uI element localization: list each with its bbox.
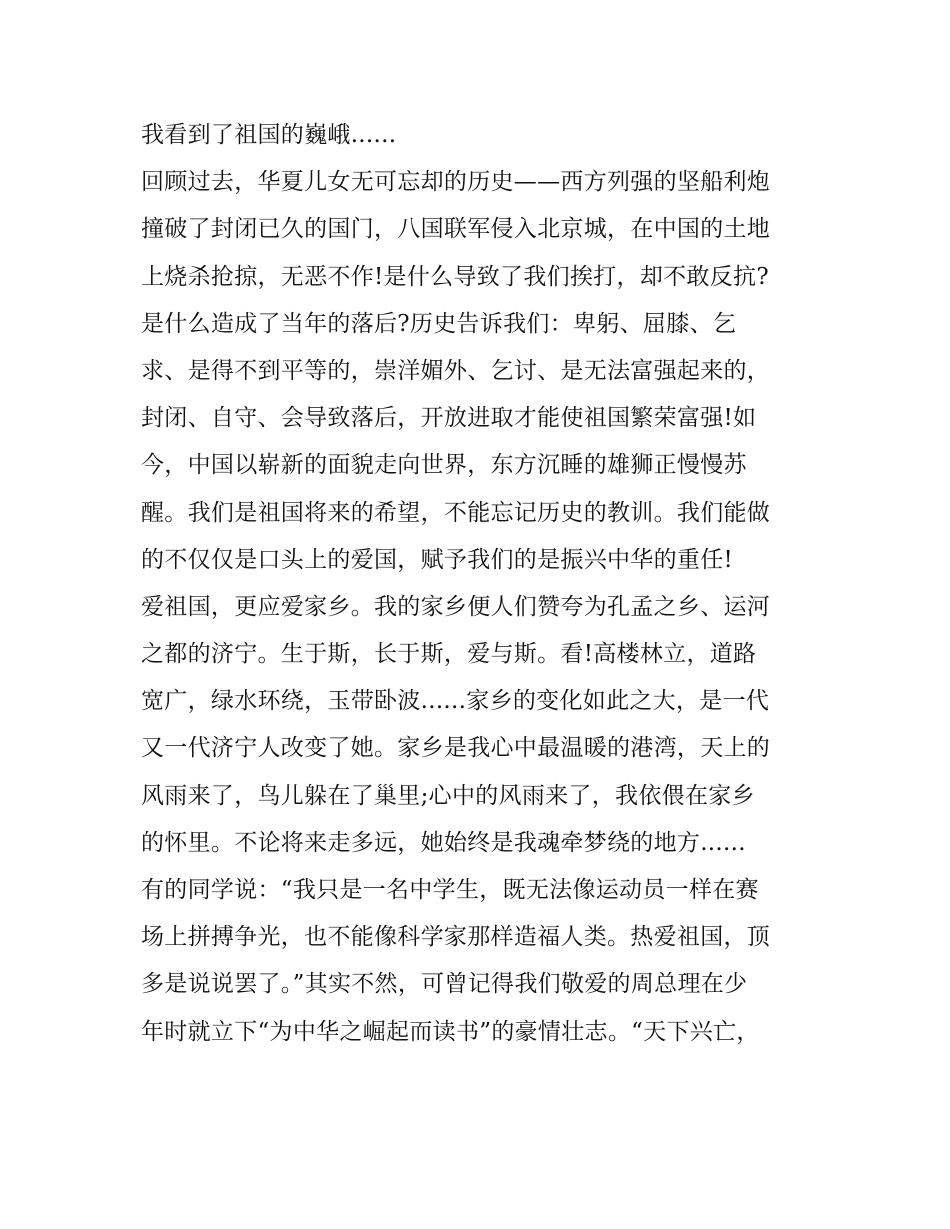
text-line: 我看到了祖国的巍峨...... bbox=[141, 122, 397, 148]
text-line: 场上拼搏争光，也不能像科学家那样造福人类。热爱祖国，顶 bbox=[141, 924, 771, 951]
text-line: 回顾过去，华夏儿女无可忘却的历史——西方列强的坚船利炮 bbox=[141, 169, 771, 196]
text-line: 撞破了封闭已久的国门，八国联军侵入北京城，在中国的土地 bbox=[141, 216, 771, 243]
text-line: 醒。我们是祖国将来的希望，不能忘记历史的教训。我们能做 bbox=[141, 499, 771, 526]
text-line: 宽广，绿水环绕，玉带卧波......家乡的变化如此之大，是一代 bbox=[141, 688, 770, 715]
text-line: 爱祖国，更应爱家乡。我的家乡便人们赞夸为孔孟之乡、运河 bbox=[141, 593, 771, 620]
text-line: 之都的济宁。生于斯，长于斯，爱与斯。看!高楼林立，道路 bbox=[141, 641, 757, 668]
essay-text bbox=[141, 112, 821, 1056]
text-line: 是什么造成了当年的落后?历史告诉我们：卑躬、屈膝、乞 bbox=[141, 310, 737, 337]
text-line: 又一代济宁人改变了她。家乡是我心中最温暖的港湾，天上的 bbox=[141, 735, 771, 762]
text-line: 有的同学说：“我只是一名中学生，既无法像运动员一样在赛 bbox=[141, 877, 759, 903]
text-line: 风雨来了，鸟儿躲在了巢里;心中的风雨来了，我依偎在家乡 bbox=[141, 782, 755, 809]
text-line: 求、是得不到平等的，崇洋媚外、乞讨、是无法富强起来的， bbox=[141, 357, 771, 384]
text-line: 封闭、自守、会导致落后，开放进取才能使祖国繁荣富强!如 bbox=[141, 405, 757, 432]
text-line: 年时就立下“为中华之崛起而读书”的豪情壮志。“天下兴亡， bbox=[141, 1018, 760, 1045]
text-line: 多是说说罢了。”其实不然，可曾记得我们敬爱的周总理在少 bbox=[141, 971, 748, 998]
text-line: 的不仅仅是口头上的爱国，赋予我们的是振兴中华的重任! bbox=[141, 546, 734, 573]
text-line: 上烧杀抢掠，无恶不作!是什么导致了我们挨打，却不敢反抗? bbox=[141, 263, 769, 290]
text-line: 今，中国以崭新的面貌走向世界，东方沉睡的雄狮正慢慢苏 bbox=[141, 452, 747, 479]
text-line: 的怀里。不论将来走多远，她始终是我魂牵梦绕的地方...... bbox=[141, 829, 746, 856]
